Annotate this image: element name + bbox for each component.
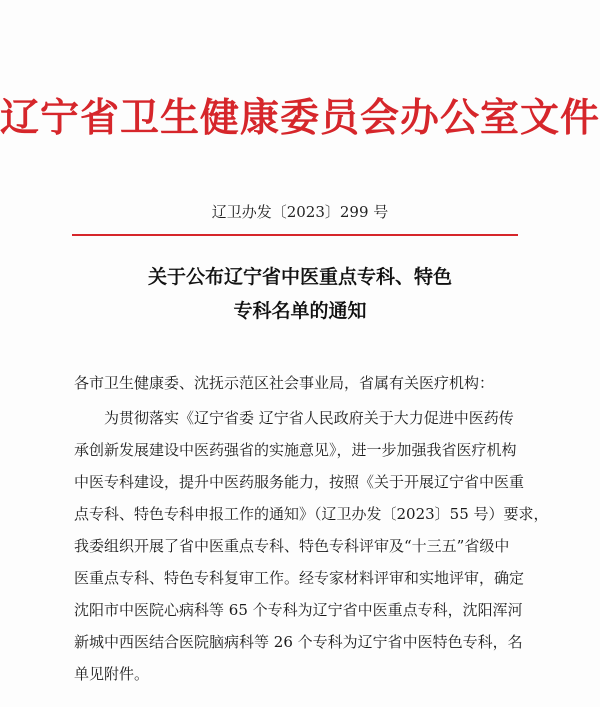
document-number: 辽卫办发〔2023〕299 号 bbox=[211, 203, 389, 221]
paragraph-line: 沈阳市中医院心病科等 65 个专科为辽宁省中医重点专科，沈阳浑河 bbox=[74, 601, 523, 619]
red-divider-line bbox=[72, 234, 518, 236]
paragraph-line: 医重点专科、特色专科复审工作。经专家材料评审和实地评审，确定 bbox=[74, 569, 525, 587]
paragraph-line: 点专科、特色专科申报工作的通知》（辽卫办发〔2023〕55 号）要求， bbox=[74, 505, 549, 523]
salutation: 各市卫生健康委、沈抚示范区社会事业局，省属有关医疗机构： bbox=[74, 374, 495, 392]
notice-title-line-1: 关于公布辽宁省中医重点专科、特色 bbox=[147, 266, 452, 288]
paragraph-line: 承创新发展建设中医药强省的实施意见》，进一步加强我省医疗机构 bbox=[74, 441, 517, 459]
org-header-title: 辽宁省卫生健康委员会办公室文件 bbox=[0, 95, 600, 141]
paragraph-line: 新城中西医结合医院脑病科等 26 个专科为辽宁省中医特色专科，名 bbox=[74, 633, 523, 651]
paragraph-line: 为贯彻落实《辽宁省委 辽宁省人民政府关于大力促进中医药传 bbox=[104, 409, 514, 427]
paragraph-line: 单见附件。 bbox=[74, 665, 150, 683]
paragraph-line: 中医专科建设，提升中医药服务能力，按照《关于开展辽宁省中医重 bbox=[74, 473, 525, 491]
notice-title-line-2: 专科名单的通知 bbox=[233, 300, 367, 322]
paragraph-line: 我委组织开展了省中医重点专科、特色专科评审及“十三五”省级中 bbox=[74, 537, 510, 555]
